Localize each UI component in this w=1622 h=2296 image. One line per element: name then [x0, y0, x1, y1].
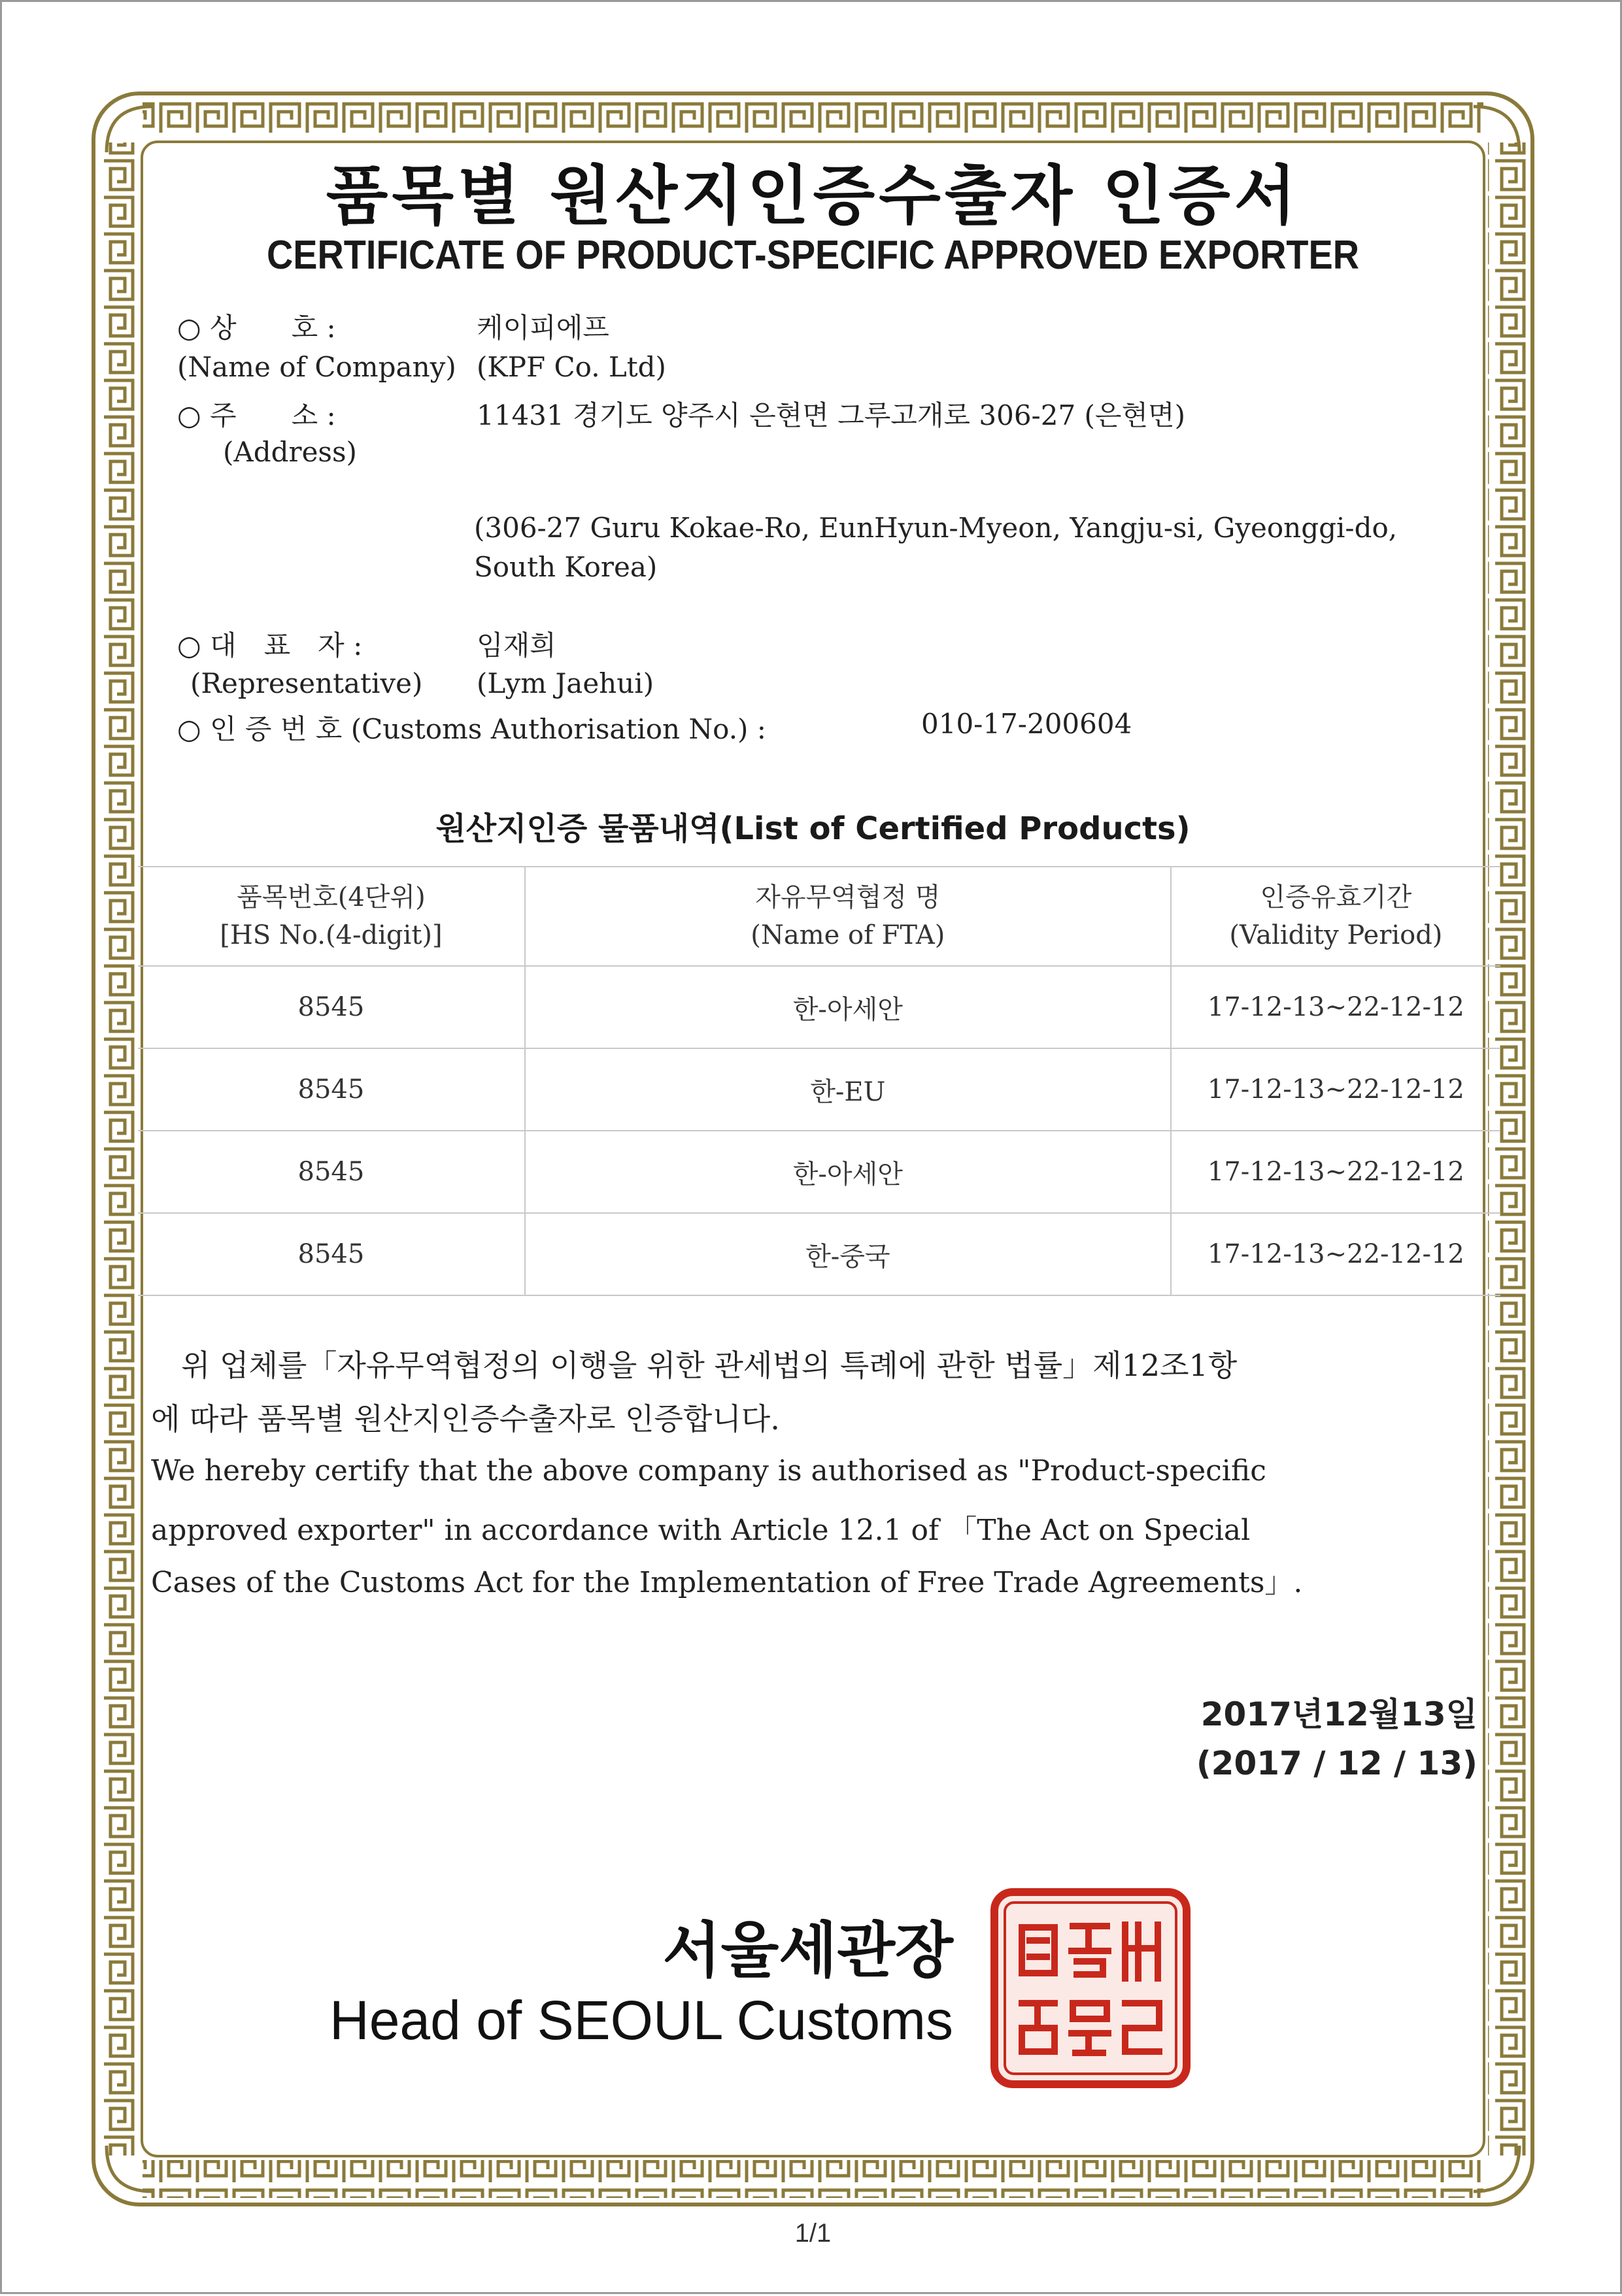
- cell-fta: 한-아세안: [525, 966, 1171, 1048]
- cell-fta: 한-아세안: [525, 1131, 1171, 1213]
- cell-fta: 한-중국: [525, 1213, 1171, 1295]
- issuer-korean: 서울세관장: [662, 1916, 953, 1986]
- table-row: [138, 1048, 1500, 1131]
- company-label-ko: ○ 상 호 :: [177, 312, 336, 344]
- title-english: CERTIFICATE OF PRODUCT-SPECIFIC APPROVED EXPORTER: [266, 233, 1360, 278]
- address-value-ko: 11431 경기도 양주시 은현면 그루고개로 306-27 (은현면): [477, 399, 1186, 431]
- address-value-en-line2: South Korea): [474, 551, 658, 583]
- statement-en-line3: Cases of the Customs Act for the Implementation of Free Trade Agreements」.: [151, 1566, 1303, 1599]
- company-value-ko: 케이피에프: [477, 312, 609, 344]
- title-korean: 품목별 원산지인증수출자 인증서: [326, 159, 1300, 233]
- cell-hs: 8545: [138, 1213, 525, 1295]
- representative-value-en: (Lym Jaehui): [477, 667, 654, 699]
- representative-label-en: (Representative): [190, 667, 423, 699]
- issue-date-ko: 2017년12월13일: [1200, 1695, 1478, 1733]
- statement-en-line1: We hereby certify that the above company is authorised as "Product-specific: [151, 1454, 1266, 1488]
- authorisation-label: ○ 인 증 번 호 (Customs Authorisation No.) :: [177, 713, 766, 745]
- company-value-en: (KPF Co. Ltd): [477, 351, 666, 383]
- address-label-en: (Address): [223, 436, 357, 468]
- statement-ko-line2: 에 따라 품목별 원산지인증수출자로 인증합니다.: [151, 1401, 780, 1437]
- cell-hs: 8545: [138, 966, 525, 1048]
- page-number: 1/1: [794, 2219, 832, 2248]
- issue-date-en: (2017 / 12 / 13): [1196, 1744, 1478, 1782]
- table-header-row: [138, 867, 1500, 966]
- statement-ko-line1: 위 업체를「자유무역협정의 이행을 위한 관세법의 특례에 관한 법률」제12조1항: [151, 1348, 1238, 1383]
- table-row: [138, 966, 1500, 1048]
- certified-products-table: [138, 866, 1500, 1296]
- authorisation-number: 010-17-200604: [921, 708, 1132, 740]
- products-section-title: 원산지인증 물품내역(List of Certified Products): [435, 810, 1191, 847]
- header-validity: 인증유효기간 (Validity Period): [1171, 867, 1500, 966]
- representative-label-ko: ○ 대 표 자 :: [177, 629, 363, 661]
- header-hs: 품목번호(4단위) [HS No.(4-digit)]: [138, 867, 525, 966]
- cell-period: 17-12-13~22-12-12: [1171, 966, 1500, 1048]
- cell-hs: 8545: [138, 1131, 525, 1213]
- cell-period: 17-12-13~22-12-12: [1171, 1131, 1500, 1213]
- address-value-en-line1: (306-27 Guru Kokae-Ro, EunHyun-Myeon, Yangju-si, Gyeonggi-do,: [474, 512, 1398, 544]
- table-row: [138, 1131, 1500, 1213]
- issuer-english: Head of SEOUL Customs: [329, 1989, 953, 2051]
- table-row: [138, 1213, 1500, 1295]
- cell-period: 17-12-13~22-12-12: [1171, 1048, 1500, 1131]
- header-fta: 자유무역협정 명 (Name of FTA): [525, 867, 1171, 966]
- official-seal: [990, 1888, 1191, 2088]
- cell-fta: 한-EU: [525, 1048, 1171, 1131]
- cell-hs: 8545: [138, 1048, 525, 1131]
- cell-period: 17-12-13~22-12-12: [1171, 1213, 1500, 1295]
- company-label-en: (Name of Company): [177, 351, 456, 383]
- statement-en-line2: approved exporter" in accordance with Article 12.1 of 「The Act on Special: [151, 1514, 1251, 1547]
- address-label-ko: ○ 주 소 :: [177, 399, 336, 431]
- representative-value-ko: 임재희: [477, 629, 556, 661]
